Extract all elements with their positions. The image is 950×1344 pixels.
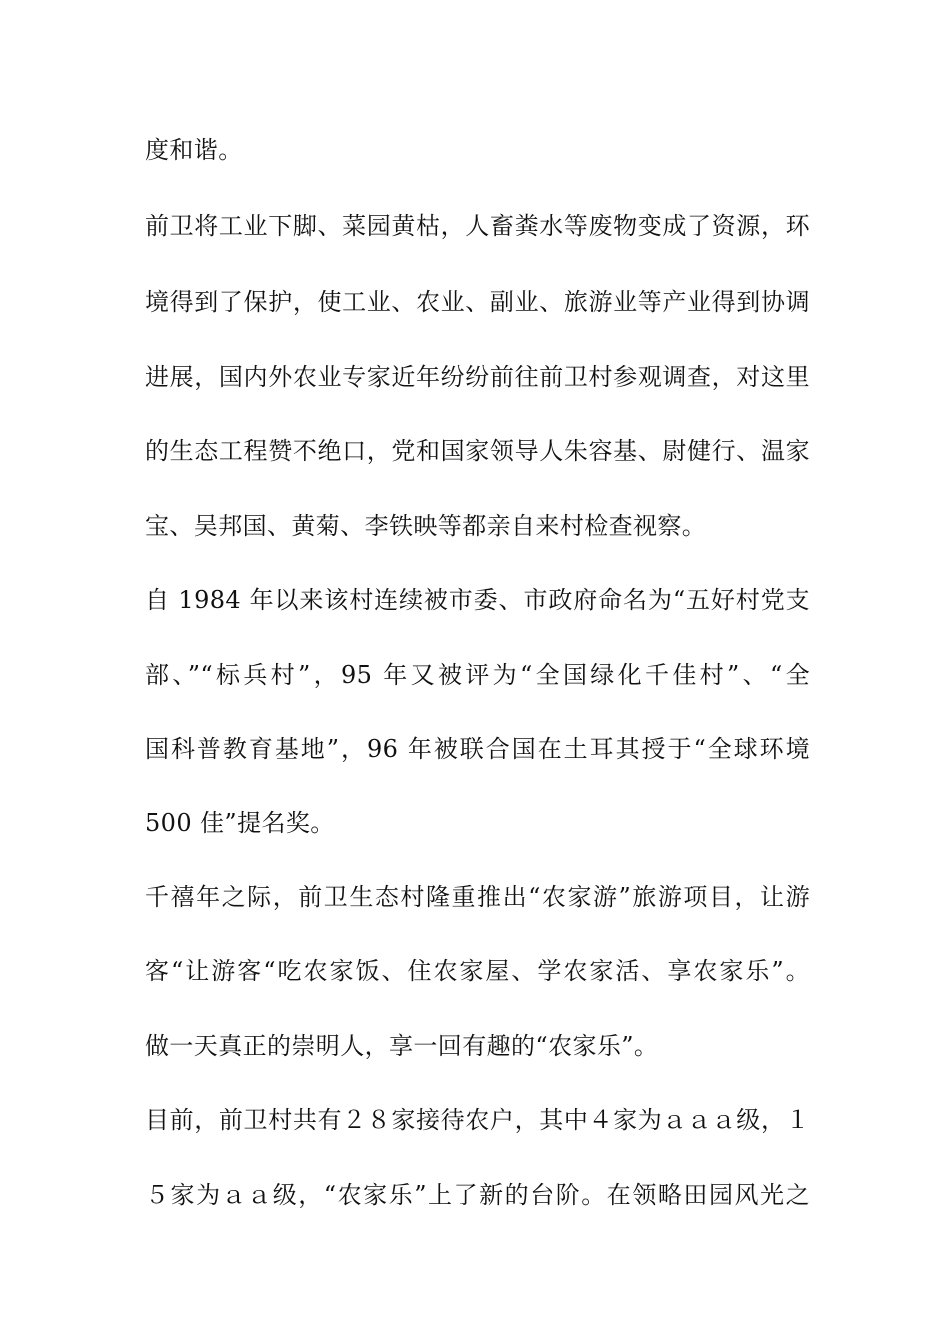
text-line-12: 客“让游客“吃农家饭、住农家屋、学农家活、享农家乐”。: [145, 957, 810, 985]
text-line-3: 境得到了保护，使工业、农业、副业、旅游业等产业得到协调: [145, 288, 810, 316]
text-line-8: 部、”“标兵村”，95 年又被评为“全国绿化千佳村”、“全: [145, 661, 810, 689]
text-line-14: 目前，前卫村共有２８家接待农户，其中４家为ａａａ级，１: [145, 1106, 810, 1134]
text-line-4: 进展，国内外农业专家近年纷纷前往前卫村参观调查，对这里: [145, 363, 810, 391]
text-line-5: 的生态工程赞不绝口，党和国家领导人朱容基、尉健行、温家: [145, 437, 810, 465]
text-line-2: 前卫将工业下脚、菜园黄枯，人畜粪水等废物变成了资源，环: [145, 212, 810, 240]
text-line-15: ５家为ａａ级，“农家乐”上了新的台阶。在领略田园风光之: [145, 1181, 810, 1209]
text-line-9: 国科普教育基地”，96 年被联合国在土耳其授于“全球环境: [145, 735, 810, 763]
text-line-6: 宝、吴邦国、黄菊、李铁映等都亲自来村检查视察。: [145, 512, 707, 540]
text-line-10: 500 佳”提名奖。: [145, 809, 335, 837]
text-line-7: 自 1984 年以来该村连续被市委、市政府命名为“五好村党支: [145, 586, 810, 614]
text-line-1: 度和谐。: [145, 136, 243, 164]
text-line-11: 千禧年之际，前卫生态村隆重推出“农家游”旅游项目，让游: [145, 883, 810, 911]
text-line-13: 做一天真正的崇明人，享一回有趣的“农家乐”。: [145, 1032, 659, 1060]
